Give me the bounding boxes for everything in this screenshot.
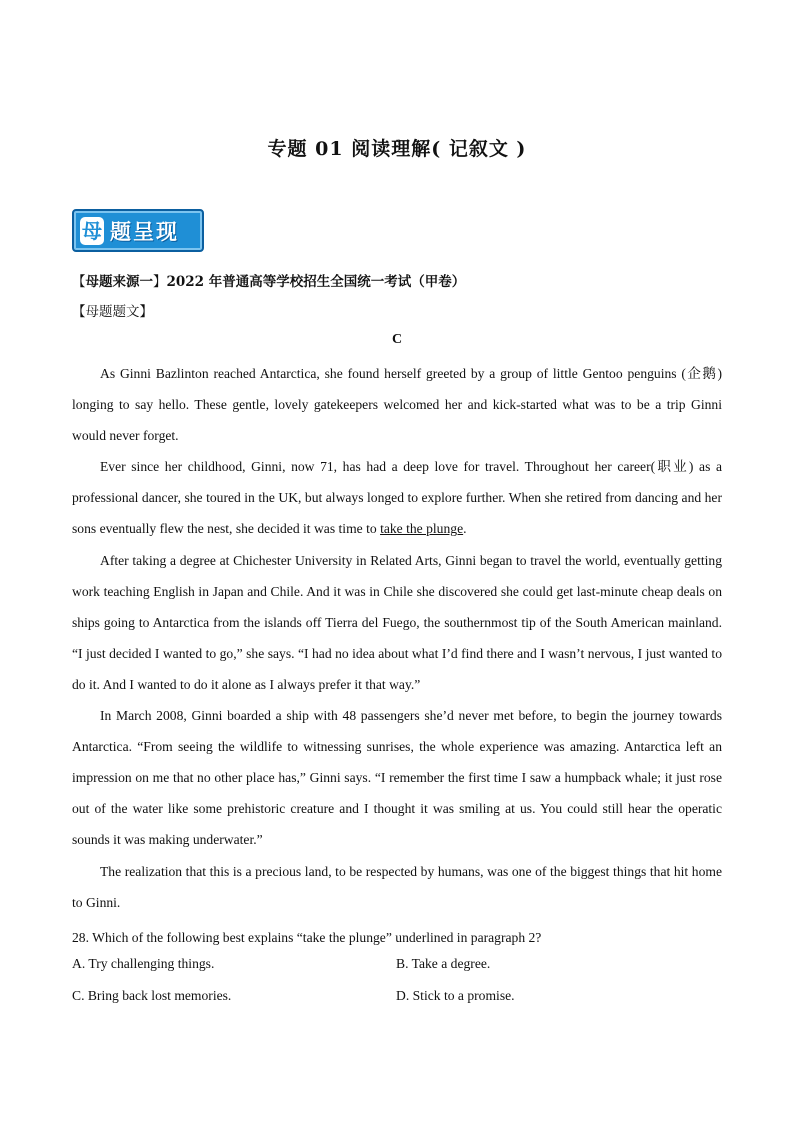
section-label: 【母题题文】	[72, 304, 153, 320]
badge-label: 题呈现	[110, 219, 179, 244]
paragraph-2-after: .	[463, 521, 467, 537]
paragraph-4: In March 2008, Ginni boarded a ship with 48 passengers she’d never met before, to begin the journey towards Antarctica. “From seeing the wildlife to witnessing sunrises, the whole experience was amazing. Antarctica left an impression on me that no other place has,” Ginni says. “I remember the first time I saw a humpback whale; it just rose out of the water like some prehistoric creature and I thought it was smiling at us. You could still hear the operatic sounds it was making underwater.”	[72, 708, 722, 848]
paragraph-5: The realization that this is a precious land, to be respected by humans, was one of the biggest things that hit home to Ginni.	[72, 863, 722, 910]
source-bracket-open: 【	[72, 274, 86, 290]
paragraph-2	[72, 451, 722, 544]
option-c: C. Bring back lost memories.	[72, 988, 232, 1003]
option-b: B. Take a degree.	[396, 956, 491, 971]
source-label: 母题来源一	[85, 274, 153, 290]
paragraph-1: As Ginni Bazlinton reached Antarctica, she found herself greeted by a group of little Gentoo penguins (企鹅) longing to say hello. These gentle, lovely gatekeepers welcomed her and kick-started what was to be a trip Ginni would never forget.	[72, 366, 722, 444]
page-title: 专题 01 阅读理解( 记叙文 )	[267, 138, 527, 160]
source-bracket-close: 】	[153, 274, 167, 290]
question-stem: 28. Which of the following best explains “take the plunge” underlined in paragraph 2?	[72, 930, 542, 945]
paragraph-3: After taking a degree at Chichester University in Related Arts, Ginni began to travel the world, eventually getting work teaching English in Japan and Chile. And it was in Chile she discovered she could get last-minute cheap deals on ships going to Antarctica from the islands off Tierra del Fuego, the southernmost tip of the South American mainland. “I just decided I wanted to go,” she says. “I had no idea about what I’d find there and I wasn’t nervous, I just wanted to do it. And I wanted to do it alone as I always prefer it that way.”	[72, 552, 722, 692]
option-a: A. Try challenging things.	[72, 956, 215, 971]
section-badge	[72, 209, 204, 252]
passage-body	[72, 358, 722, 918]
option-d: D. Stick to a promise.	[396, 988, 515, 1003]
mother-question-icon: 母	[82, 218, 102, 243]
underlined-phrase: take the plunge	[380, 521, 464, 537]
passage-letter: C	[391, 332, 403, 347]
source-line	[72, 270, 465, 290]
source-text: 2022 年普通高等学校招生全国统一考试（甲卷）	[166, 274, 466, 290]
paragraph-2-before: Ever since her childhood, Ginni, now 71, has had a deep love for travel. Throughout her career(职业) as a professional dancer, she toured in the UK, but always longed to explore further. When she retired from dancing and her sons eventually flew the nest, she decided it was time to	[72, 459, 722, 537]
